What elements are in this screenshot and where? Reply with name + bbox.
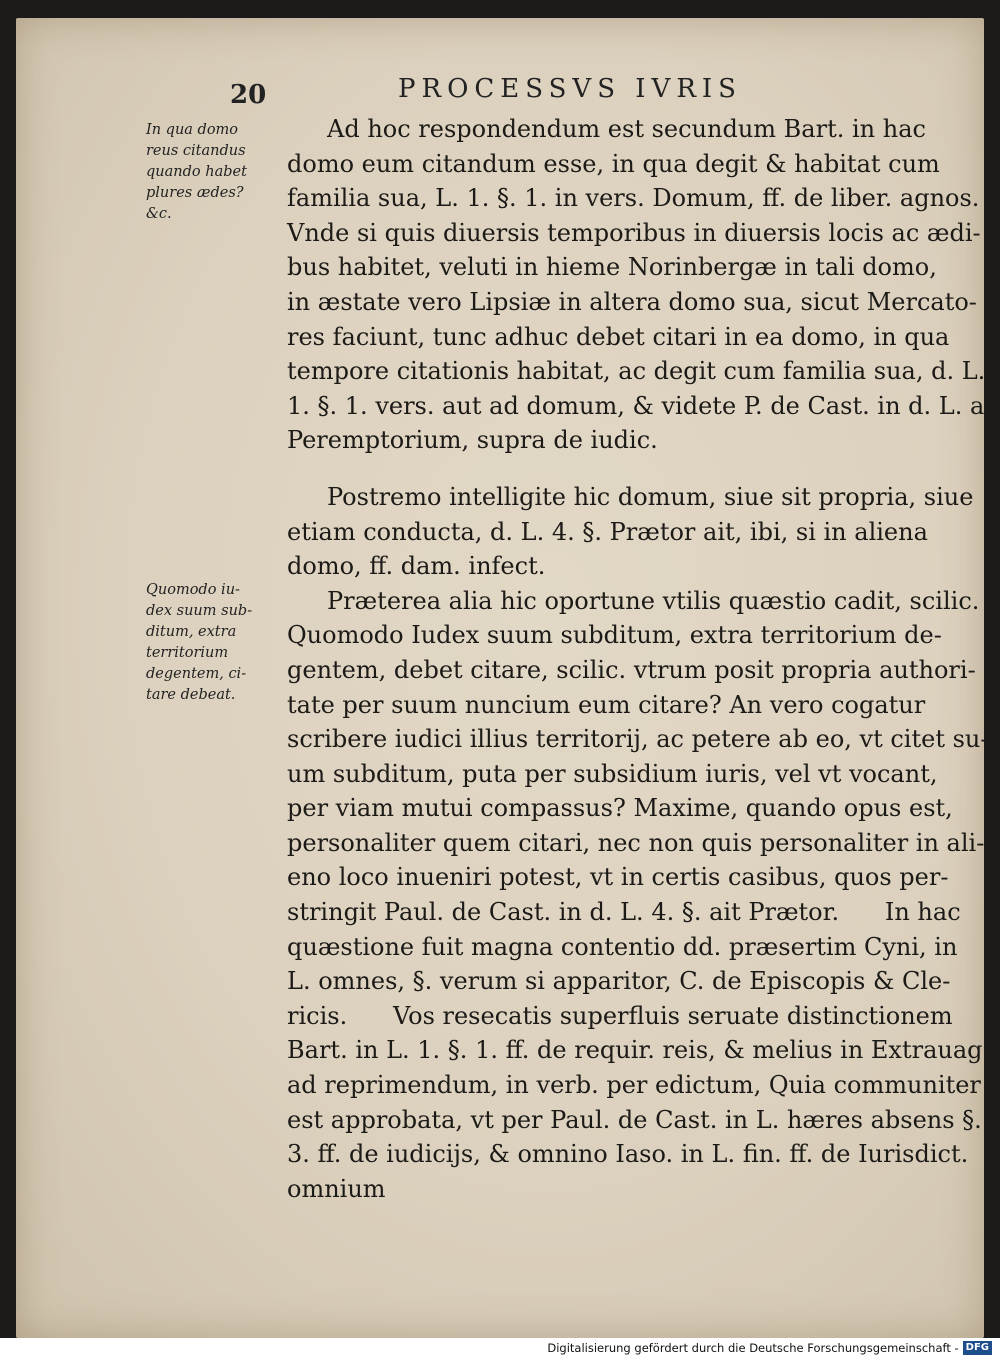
- margin-note-line: plures ædes?: [146, 185, 244, 201]
- text-line: Bart. in L. 1. §. 1. ff. de requir. reis, & melius in Extrauag.: [287, 1036, 991, 1065]
- text-line: etiam conducta, d. L. 4. §. Prætor ait, ibi, si in aliena: [287, 517, 928, 546]
- text-line: in æstate vero Lipsiæ in altera domo sua, sicut Mercato-: [287, 287, 977, 316]
- text-line: personaliter quem citari, nec non quis personaliter in ali-: [287, 828, 985, 857]
- text-line: stringit Paul. de Cast. in d. L. 4. §. ait Prætor. In hac: [287, 898, 961, 927]
- text-line: ricis. Vos resecatis superfluis seruate distinctionem: [287, 1001, 953, 1030]
- paragraph-3: [287, 584, 991, 1172]
- text-line: quæstione fuit magna contentio dd. præsertim Cyni, in: [287, 932, 958, 961]
- text-line: Postremo intelligite hic domum, siue sit propria, siue: [327, 482, 974, 511]
- margin-note-line: quando habet: [146, 164, 247, 180]
- paragraph-1: [287, 112, 1000, 458]
- text-line: eno loco inueniri potest, vt in certis casibus, quos per-: [287, 863, 949, 892]
- margin-note-line: dex suum sub-: [146, 603, 253, 619]
- dfg-logo: DFG: [963, 1341, 992, 1355]
- text-line: familia sua, L. 1. §. 1. in vers. Domum, ff. de liber. agnos.: [287, 184, 980, 213]
- text-line: per viam mutui compassus? Maxime, quando opus est,: [287, 794, 953, 823]
- page-number: 20: [230, 80, 267, 110]
- margin-note-line: degentem, ci-: [146, 666, 247, 682]
- running-head: PROCESSVS IVRIS: [398, 74, 742, 104]
- catchword: omnium: [287, 1174, 386, 1203]
- footer-bar: [0, 1338, 1000, 1358]
- text-line: domo, ff. dam. infect.: [287, 552, 546, 581]
- text-line: tate per suum nuncium eum citare? An vero cogatur: [287, 690, 926, 719]
- text-line: gentem, debet citare, scilic. vtrum posit propria authori-: [287, 655, 976, 684]
- main-text: [287, 112, 1000, 1206]
- text-line: Quomodo Iudex suum subditum, extra territorium de-: [287, 621, 942, 650]
- paragraph-2: [287, 480, 974, 584]
- margin-note-line: &c.: [146, 206, 172, 222]
- text-line: Præterea alia hic oportune vtilis quæstio cadit, scilic.: [327, 586, 980, 615]
- margin-note-line: In qua domo: [146, 122, 239, 138]
- text-line: ad reprimendum, in verb. per edictum, Quia communiter: [287, 1071, 981, 1100]
- text-line: 1. §. 1. vers. aut ad domum, & videte P. de Cast. in d. L. ad: [287, 391, 1000, 420]
- margin-note-line: ditum, extra: [146, 624, 237, 640]
- margin-note-line: Quomodo iu-: [146, 582, 240, 598]
- text-line: tempore citationis habitat, ac degit cum familia sua, d. L.: [287, 357, 986, 386]
- margin-note-line: tare debeat.: [146, 687, 236, 703]
- footer-text: Digitalisierung gefördert durch die Deutsche Forschungsgemeinschaft -: [547, 1341, 959, 1355]
- text-line: Peremptorium, supra de iudic.: [287, 426, 658, 455]
- text-line: Ad hoc respondendum est secundum Bart. in hac: [327, 115, 926, 143]
- text-line: 3. ff. de iudicijs, & omnino Iaso. in L. fin. ff. de Iurisdict.: [287, 1140, 969, 1169]
- text-line: domo eum citandum esse, in qua degit & habitat cum: [287, 149, 940, 178]
- margin-note-1: [146, 120, 247, 225]
- text-line: scribere iudici illius territorij, ac petere ab eo, vt citet su-: [287, 725, 989, 754]
- text-line: est approbata, vt per Paul. de Cast. in L. hæres absens §.: [287, 1105, 982, 1134]
- margin-note-line: territorium: [146, 645, 229, 661]
- margin-note-2: [146, 580, 252, 706]
- text-line: bus habitet, veluti in hieme Norinbergæ in tali domo,: [287, 253, 937, 282]
- text-line: res faciunt, tunc adhuc debet citari in ea domo, in qua: [287, 322, 950, 351]
- text-line: Vnde si quis diuersis temporibus in diuersis locis ac ædi-: [287, 218, 981, 247]
- text-line: L. omnes, §. verum si apparitor, C. de Episcopis & Cle-: [287, 967, 951, 996]
- text-line: um subditum, puta per subsidium iuris, vel vt vocant,: [287, 759, 938, 788]
- margin-note-line: reus citandus: [146, 143, 246, 159]
